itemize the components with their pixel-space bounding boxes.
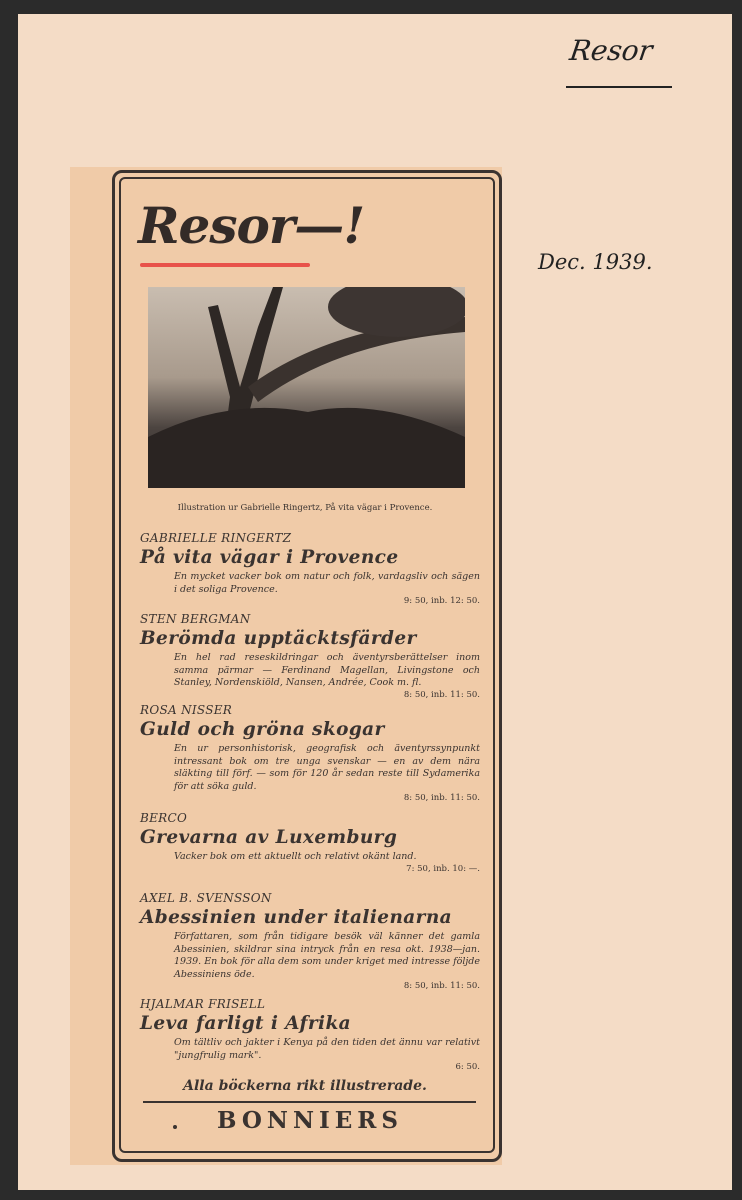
book-description: Vacker bok om ett aktuellt och relativt okänt land. xyxy=(174,851,417,862)
tree-landscape-image xyxy=(148,287,465,488)
book-description: Författaren, som från tidigare besök väl känner det gamla Abessinien, skildrar sina intryck från en resa okt. 1938—jan. 1939. En bok för alla dem som under kriget med intresse följde Abessiniens öde. xyxy=(174,931,481,980)
book-title: Guld och gröna skogar xyxy=(140,719,385,740)
handwritten-underline xyxy=(566,86,672,88)
book-entry xyxy=(140,612,480,700)
illustrated-note: Alla böckerna rikt illustrerade. xyxy=(183,1078,427,1094)
handwritten-date: Dec. 1939. xyxy=(538,250,653,274)
book-author: AXEL B. SVENSSON xyxy=(140,891,272,905)
handwritten-heading: Resor xyxy=(567,34,655,67)
book-description: En mycket vacker bok om natur och folk, vardagsliv och sägen i det soliga Provence. xyxy=(174,571,480,595)
provence-illustration xyxy=(148,287,465,488)
book-price: 8: 50, inb. 11: 50. xyxy=(403,793,480,803)
publisher-name: BONNIERS xyxy=(217,1107,403,1134)
book-description: Om tältliv och jakter i Kenya på den tiden det ännu var relativt "jungfrulig mark". xyxy=(174,1037,480,1061)
book-description: En ur personhistorisk, geografisk och äventyrssynpunkt intressant bok om tre unga svenskar — en av dem nära släkting till förf. — som för 120 år sedan reste till Sydamerika för att söka guld. xyxy=(174,743,480,792)
ad-headline: Resor—! xyxy=(138,196,365,255)
book-price: 6: 50. xyxy=(455,1062,480,1072)
book-entry xyxy=(140,531,480,606)
book-description: En hel rad reseskildringar och äventyrsberättelser inom samma pärmar — Ferdinand Magellan, Livingstone och Stanley, Nordenskiöld, Nansen, Andrée, Cook m. fl. xyxy=(174,652,480,688)
illustration-caption: Illustration ur Gabrielle Ringertz, På vita vägar i Provence. xyxy=(177,503,433,513)
book-entry xyxy=(140,811,480,874)
book-title: Abessinien under italienarna xyxy=(140,907,453,928)
book-author: GABRIELLE RINGERTZ xyxy=(140,531,292,545)
book-price: 7: 50, inb. 10: —. xyxy=(406,863,480,874)
book-author: ROSA NISSER xyxy=(140,703,233,717)
book-entry xyxy=(140,997,480,1072)
divider xyxy=(143,1101,476,1103)
book-title: På vita vägar i Provence xyxy=(140,547,399,568)
book-price: 8: 50, inb. 11: 50. xyxy=(403,689,480,700)
book-price: 9: 50, inb. 12: 50. xyxy=(403,596,480,606)
book-price: 8: 50, inb. 11: 50. xyxy=(403,981,480,991)
book-entry xyxy=(140,891,480,991)
book-author: BERCO xyxy=(140,811,188,825)
book-title: Leva farligt i Afrika xyxy=(140,1013,352,1034)
red-pencil-underline xyxy=(140,263,310,267)
book-title: Grevarna av Luxemburg xyxy=(140,827,398,848)
book-title: Berömda upptäcktsfärder xyxy=(140,628,417,649)
book-entry xyxy=(140,703,480,803)
book-author: STEN BERGMAN xyxy=(140,612,251,626)
book-author: HJALMAR FRISELL xyxy=(140,997,266,1011)
